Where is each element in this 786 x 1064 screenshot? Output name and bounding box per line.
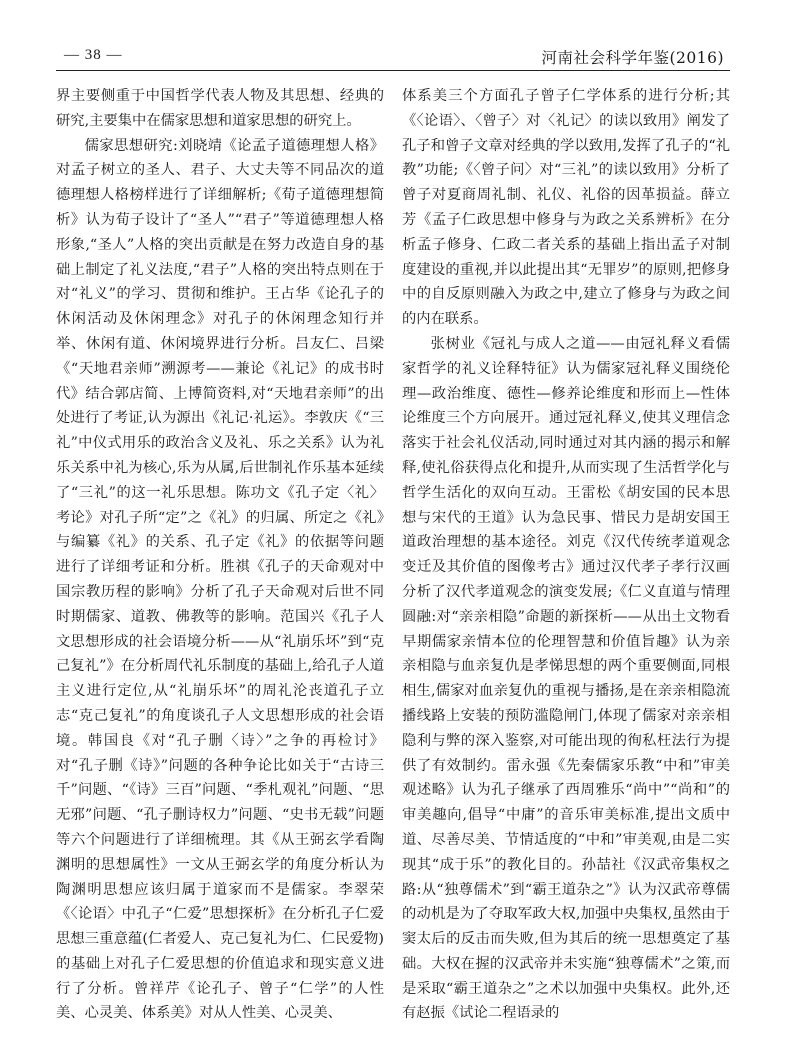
paragraph: 张树业《冠礼与成人之道——由冠礼释义看儒家哲学的礼义诠释特征》认为儒家冠礼释义围绕伦理—政治维度、德性—修养论维度和形而上—性体论维度三个方向展开。通过冠礼释义,使其义理信念落实于社会礼仪活动,同时通过对其内涵的揭示和解释,使礼俗获得点化和提升,从而实现了生活哲学化与哲学生活化的双向互动。王雷松《胡安国的民本思想与宋代的王道》认为急民事、惜民力是胡安国王道政治理想的基本途径。刘克《汉代传统孝道观念变迁及其价值的图像考古》通过汉代孝子孝行汉画分析了汉代孝道观念的演变发展;《仁义直道与情理圆融:对“亲亲相隐”命题的新探析——从出土文物看早期儒家亲情本位的伦理智慧和价值旨趣》认为亲亲相隐与血亲复仇是孝悌思想的两个重要侧面,同根相生,儒家对血亲复仇的重视与播扬,是在亲亲相隐流播线路上安装的预防滥隐闸门,体现了儒家对亲亲相隐利与弊的深入鉴察,对可能出现的徇私枉法行为提供了有效制约。雷永强《先秦儒家乐教“中和”审美观述略》认为孔子继承了西周雅乐“尚中”“尚和”的审美趣向,倡导“中庸”的音乐审美标准,提出文质中道、尽善尽美、节情适度的“中和”审美观,由是二实现其“成于乐”的教化目的。孙喆社《汉武帝集权之路:从“独尊儒术”到“霸王道杂之”》认为汉武帝尊儒的动机是为了夺取军政大权,加强中央集权,虽然由于窦太后的反击而失败,但为其后的统一思想奠定了基础。大权在握的汉武帝并未实施“独尊儒术”之策,而是采取“霸王道杂之”之术以加强中央集权。此外,还有赵振《试论二程语录的	[402, 335, 730, 1022]
header-rule	[56, 70, 730, 71]
paragraph: 儒家思想研究:刘晓靖《论孟子道德理想人格》对孟子树立的圣人、君子、大丈夫等不同品次的道德理想人格榜样进行了详细解析;《荀子道德理想简析》认为荀子设计了“圣人”“君子”等道德理想人格形象,“圣人”人格的突出贡献是在努力改造自身的基础上制定了礼义法度,“君子”人格的突出特点则在于对“礼义”的学习、贯彻和维护。王占华《论孔子的休闲活动及休闲理念》对孔子的休闲理念知行并举、休闲有道、休闲境界进行分析。吕友仁、吕梁《“天地君亲师”溯源考——兼论《礼记》的成书时代》结合郭店简、上博简资料,对“天地君亲师”的出处进行了考证,认为源出《礼记·礼运》。李敦庆《“三礼”中仪式用乐的政治含义及礼、乐之关系》认为礼乐关系中礼为核心,乐为从属,后世制礼作乐基本延续了“三礼”的这一礼乐思想。陈功文《孔子定〈礼〉考论》对孔子所“定”之《礼》的归属、所定之《礼》与编纂《礼》的关系、孔子定《礼》的依据等问题进行了详细考证和分析。胜祺《孔子的天命观对中国宗教历程的影响》分析了孔子天命观对后世不同时期儒家、道教、佛教等的影响。范国兴《孔子人文思想形成的社会语境分析——从“礼崩乐坏”到“克己复礼”》在分析周代礼乐制度的基础上,给孔子人道主义进行定位,从“礼崩乐坏”的周礼沦丧道孔子立志“克己复礼”的角度谈孔子人文思想形成的社会语境。韩国良《对“孔子删〈诗〉”之争的再检讨》对“孔子删《诗》”问题的各种争论比如关于“古诗三千”问题、“《诗》三百”问题、“季札观礼”问题、“思无邪”问题、“孔子删诗权力”问题、“史书无载”问题等六个问题进行了详细梳理。其《从王弼玄学看陶渊明的思想属性》一文从王弼玄学的角度分析认为陶渊明思想应该归属于道家而不是儒家。李翠荣《〈论语〉中孔子“仁爱”思想探析》在分析孔子仁爱思想三重意蕴(仁者爱人、克己复礼为仁、仁民爱物)的基础上对孔子仁爱思想的价值追求和现实意义进行了分析。曾祥芹《论孔子、曾子“仁学”的人性美、心灵美、体系美》对从人性美、心灵美、	[56, 137, 384, 1022]
paragraph: 体系美三个方面孔子曾子仁学体系的进行分析;其《〈论语〉、〈曾子〉对〈礼记〉的读以致用》阐发了孔子和曾子文章对经典的学以致用,发挥了孔子的“礼教”功能;《〈曾子问〉对“三礼”的读以致用》分析了曾子对夏商周礼制、礼仪、礼俗的因革损益。薛立芳《孟子仁政思想中修身与为政之关系辨析》在分析孟子修身、仁政二者关系的基础上指出孟子对制度建设的重视,并以此提出其“无罪岁”的原则,把修身中的自反原则融入为政之中,建立了修身与为政之间的内在联系。	[402, 88, 730, 328]
journal-title: 河南社会科学年鉴(2016)	[541, 49, 724, 67]
left-column	[56, 84, 384, 1044]
page-number: — 38 —	[64, 47, 123, 63]
right-column	[402, 84, 730, 1044]
page-header	[0, 0, 786, 76]
paragraph: 界主要侧重于中国哲学代表人物及其思想、经典的研究,主要集中在儒家思想和道家思想的研究上。	[56, 88, 384, 129]
